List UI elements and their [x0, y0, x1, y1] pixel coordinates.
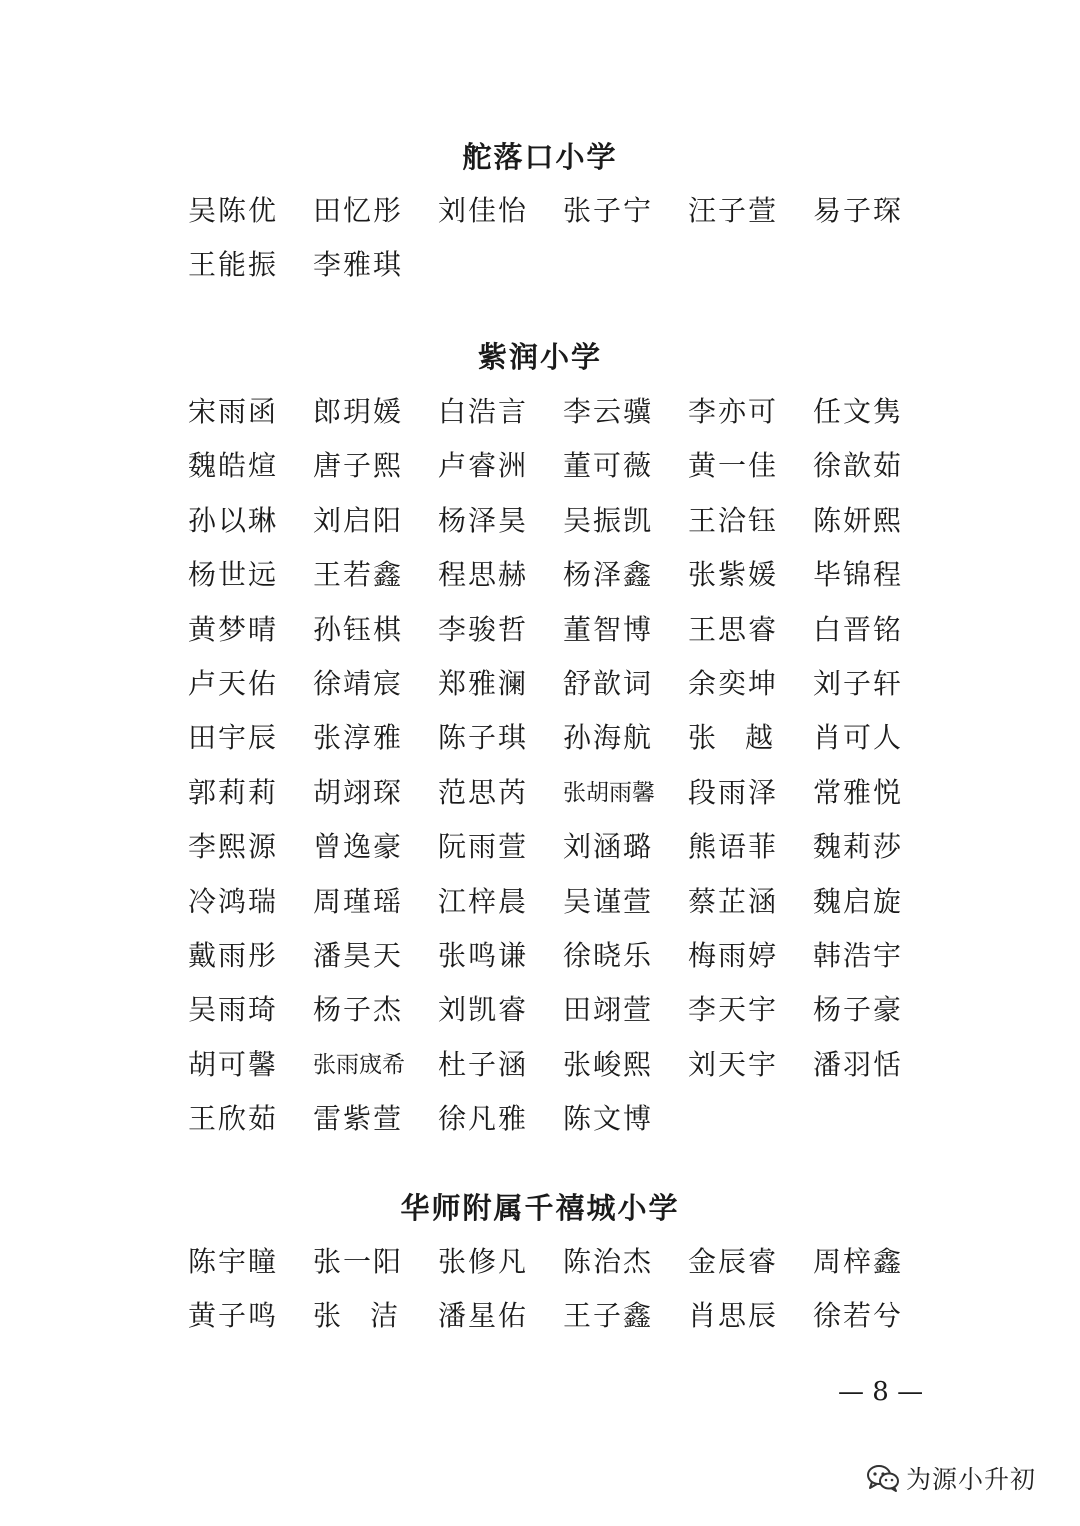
school-title: 紫润小学	[477, 340, 602, 374]
student-name: 田忆彤	[313, 194, 404, 227]
student-name: 徐凡雅	[438, 1102, 529, 1136]
student-name: 黄梦晴	[188, 612, 279, 646]
name-row	[188, 1242, 948, 1296]
school-title: 华师附属千禧城小学	[400, 1191, 680, 1225]
student-name: 王若鑫	[313, 558, 404, 592]
name-row	[188, 664, 948, 718]
student-name: 雷紫萱	[313, 1102, 404, 1136]
student-name: 余奕坤	[688, 666, 779, 700]
name-row	[188, 446, 948, 500]
student-name: 李熙源	[188, 830, 279, 864]
page-number: — 8 —	[838, 1377, 924, 1407]
student-name: 魏莉莎	[813, 830, 904, 864]
student-name: 吴谨萱	[563, 884, 654, 918]
student-name: 汪子萱	[688, 194, 779, 227]
name-row	[188, 773, 948, 827]
student-name: 刘天宇	[688, 1047, 779, 1081]
student-name: 陈妍熙	[813, 503, 904, 537]
student-name: 徐歆茹	[813, 449, 904, 483]
student-name: 杜子涵	[438, 1047, 529, 1081]
student-name: 徐晓乐	[563, 938, 654, 972]
student-name: 刘子轩	[813, 666, 904, 700]
name-row	[188, 827, 948, 881]
student-name: 董智博	[563, 612, 654, 646]
student-name: 刘凯睿	[438, 993, 529, 1027]
student-name: 田宇辰	[188, 721, 279, 755]
student-name: 张胡雨馨	[563, 779, 655, 806]
student-name: 魏启旋	[813, 884, 904, 918]
name-row	[188, 990, 948, 1044]
student-name: 李天宇	[688, 993, 779, 1027]
student-name: 任文隽	[813, 395, 904, 428]
student-name: 周梓鑫	[813, 1245, 904, 1278]
student-name: 王能振	[188, 248, 279, 282]
name-row	[188, 1296, 948, 1350]
student-name: 韩浩宇	[813, 938, 904, 972]
student-name: 王欣茹	[188, 1102, 279, 1136]
name-list	[188, 1242, 948, 1351]
student-name: 张鸣谦	[438, 938, 529, 972]
name-row	[188, 718, 948, 772]
student-name: 杨世远	[188, 558, 279, 592]
student-name: 田翊萱	[563, 993, 654, 1027]
watermark	[866, 1458, 1036, 1498]
name-row	[188, 936, 948, 990]
student-name: 黄一佳	[688, 449, 779, 483]
student-name: 李雅琪	[313, 248, 404, 282]
student-name: 张峻熙	[563, 1047, 654, 1081]
student-name: 张淳雅	[313, 721, 404, 755]
name-row	[188, 1045, 948, 1099]
name-list	[188, 191, 948, 300]
student-name: 曾逸豪	[313, 830, 404, 864]
student-name: 江梓晨	[438, 884, 529, 918]
student-name: 张洁	[313, 1299, 428, 1333]
student-name: 周瑾瑶	[313, 884, 404, 918]
student-name: 郭莉莉	[188, 775, 279, 809]
student-name: 毕锦程	[813, 558, 904, 592]
student-name: 徐靖宸	[313, 666, 404, 700]
student-name: 唐子熙	[313, 449, 404, 483]
name-row	[188, 1099, 948, 1153]
student-name: 常雅悦	[813, 775, 904, 809]
student-name: 范思芮	[438, 775, 529, 809]
name-row	[188, 392, 948, 446]
name-list	[188, 392, 948, 1153]
student-name: 吴雨琦	[188, 993, 279, 1027]
student-name: 李骏哲	[438, 612, 529, 646]
student-name: 阮雨萱	[438, 830, 529, 864]
student-name: 张修凡	[438, 1245, 529, 1278]
student-name: 张紫媛	[688, 558, 779, 592]
name-row	[188, 882, 948, 936]
student-name: 张越	[688, 721, 803, 755]
student-name: 卢天佑	[188, 666, 279, 700]
student-name: 潘羽恬	[813, 1047, 904, 1081]
student-name: 王洽钰	[688, 503, 779, 537]
student-name: 陈宇瞳	[188, 1245, 279, 1278]
student-name: 黄子鸣	[188, 1299, 279, 1333]
student-name: 孙以琳	[188, 503, 279, 537]
name-row	[188, 610, 948, 664]
student-name: 杨泽鑫	[563, 558, 654, 592]
student-name: 孙钰棋	[313, 612, 404, 646]
student-name: 金辰睿	[688, 1245, 779, 1278]
student-name: 刘佳怡	[438, 194, 529, 227]
student-name: 陈治杰	[563, 1245, 654, 1278]
name-row	[188, 501, 948, 555]
student-name: 董可薇	[563, 449, 654, 483]
student-name: 杨泽昊	[438, 503, 529, 537]
student-name: 潘昊天	[313, 938, 404, 972]
student-name: 杨子豪	[813, 993, 904, 1027]
name-row	[188, 191, 948, 245]
student-name: 吴振凯	[563, 503, 654, 537]
wechat-icon	[866, 1463, 900, 1493]
student-name: 胡翊琛	[313, 775, 404, 809]
student-name: 白晋铭	[813, 612, 904, 646]
school-title: 舵落口小学	[462, 140, 618, 174]
student-name: 程思赫	[438, 558, 529, 592]
student-name: 蔡芷涵	[688, 884, 779, 918]
student-name: 魏皓煊	[188, 449, 279, 483]
student-name: 刘启阳	[313, 503, 404, 537]
student-name: 张子宁	[563, 194, 654, 227]
student-name: 郎玥媛	[313, 395, 404, 428]
student-name: 冷鸿瑞	[188, 884, 279, 918]
student-name: 李云骥	[563, 395, 654, 428]
student-name: 王思睿	[688, 612, 779, 646]
name-row	[188, 555, 948, 609]
student-name: 李亦可	[688, 395, 779, 428]
student-name: 陈子琪	[438, 721, 529, 755]
student-name: 肖可人	[813, 721, 904, 755]
student-name: 孙海航	[563, 721, 654, 755]
student-name: 胡可馨	[188, 1047, 279, 1081]
student-name: 熊语菲	[688, 830, 779, 864]
student-name: 潘星佑	[438, 1299, 529, 1333]
student-name: 陈文博	[563, 1102, 654, 1136]
student-name: 肖思辰	[688, 1299, 779, 1333]
student-name: 徐若兮	[813, 1299, 904, 1333]
watermark-text: 为源小升初	[906, 1465, 1037, 1494]
student-name: 杨子杰	[313, 993, 404, 1027]
student-name: 舒歆词	[563, 666, 654, 700]
student-name: 吴陈优	[188, 194, 279, 227]
student-name: 卢睿洲	[438, 449, 529, 483]
student-name: 王子鑫	[563, 1299, 654, 1333]
name-row	[188, 245, 948, 299]
student-name: 易子琛	[813, 194, 904, 227]
student-name: 宋雨函	[188, 395, 279, 428]
student-name: 郑雅澜	[438, 666, 529, 700]
student-name: 梅雨婷	[688, 938, 779, 972]
student-name: 段雨泽	[688, 775, 779, 809]
student-name: 戴雨彤	[188, 938, 279, 972]
student-name: 白浩言	[438, 395, 529, 428]
student-name: 张雨宬希	[313, 1051, 405, 1078]
student-name: 刘涵璐	[563, 830, 654, 864]
student-name: 张一阳	[313, 1245, 404, 1278]
